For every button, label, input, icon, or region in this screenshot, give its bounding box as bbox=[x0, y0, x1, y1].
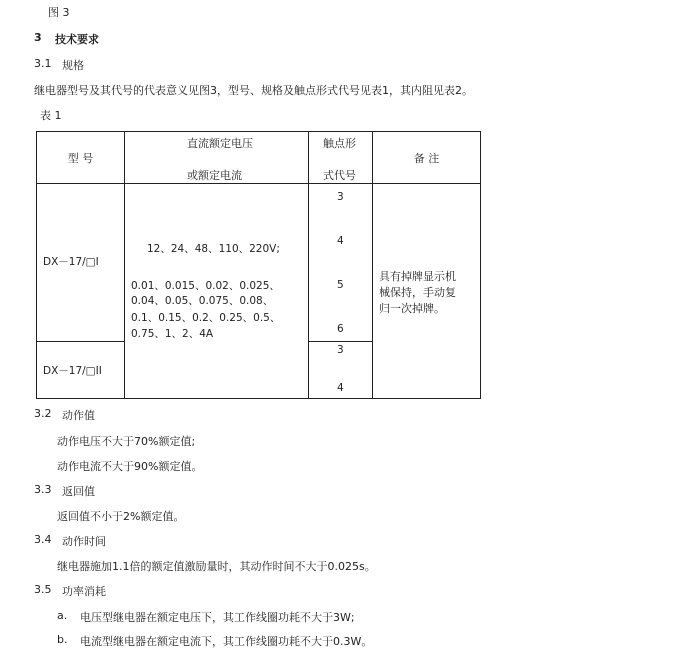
s3-1-text: 继电器型号及其代号的代表意义见图3，型号、规格及触点形式代号见表1，其内阻见表2。 bbox=[34, 84, 473, 97]
header-contact-line1: 触点形 bbox=[323, 137, 356, 150]
table-1-caption: 表 1 bbox=[40, 109, 62, 122]
s3-5-number: 3.5 bbox=[34, 583, 52, 596]
model-1: DX－17/□I bbox=[43, 256, 99, 268]
model-cell-2 bbox=[37, 342, 125, 399]
section-3-title: 技术要求 bbox=[55, 33, 99, 46]
s3-2-line-1: 动作电压不大于70%额定值; bbox=[57, 435, 196, 448]
rating-current-line-3: 0.1、0.15、0.2、0.25、0.5、 bbox=[131, 312, 281, 324]
header-rating bbox=[125, 132, 309, 184]
remark-line-2: 械保持，手动复 bbox=[379, 286, 456, 299]
s3-1-number: 3.1 bbox=[34, 57, 52, 70]
s3-2-title: 动作值 bbox=[62, 409, 95, 422]
s3-3-number: 3.3 bbox=[34, 483, 52, 496]
remark-line-3: 归一次掉牌。 bbox=[379, 302, 445, 315]
header-model: 型 号 bbox=[37, 132, 125, 184]
s3-1-title: 规格 bbox=[62, 59, 84, 72]
rating-current-line-2: 0.04、0.05、0.075、0.08、 bbox=[131, 295, 274, 307]
s3-5-item-b-label: b. bbox=[57, 633, 68, 646]
header-remark: 备 注 bbox=[373, 132, 481, 184]
remark-line-1: 具有掉牌显示机 bbox=[379, 270, 456, 283]
model-cell-1 bbox=[37, 184, 125, 342]
contact-II-1: 3 bbox=[337, 344, 344, 356]
contact-cell-1 bbox=[309, 184, 373, 342]
rating-current-line-4: 0.75、1、2、4A bbox=[131, 328, 214, 340]
rating-voltage: 12、24、48、110、220V; bbox=[147, 243, 280, 255]
contact-I-3: 5 bbox=[337, 279, 344, 291]
s3-2-line-2: 动作电流不大于90%额定值。 bbox=[57, 460, 203, 473]
s3-2-number: 3.2 bbox=[34, 407, 52, 420]
s3-5-item-b-text: 电流型继电器在额定电流下，其工作线圈功耗不大于0.3W。 bbox=[80, 635, 373, 648]
contact-II-2: 4 bbox=[337, 382, 344, 394]
section-3-number: 3 bbox=[34, 31, 42, 44]
contact-I-1: 3 bbox=[337, 191, 344, 203]
header-rating-line1: 直流额定电压 bbox=[187, 137, 253, 150]
contact-I-2: 4 bbox=[337, 235, 344, 247]
s3-5-item-a-label: a. bbox=[57, 609, 68, 622]
s3-4-title: 动作时间 bbox=[62, 535, 106, 548]
header-contact-line2: 式代号 bbox=[323, 169, 356, 182]
header-rating-line2: 或额定电流 bbox=[187, 169, 242, 182]
figure-caption: 图 3 bbox=[48, 6, 70, 19]
contact-I-4: 6 bbox=[337, 323, 344, 335]
contact-cell-2 bbox=[309, 342, 373, 399]
rating-current-line-1: 0.01、0.015、0.02、0.025、 bbox=[131, 280, 280, 292]
s3-3-line-1: 返回值不小于2%额定值。 bbox=[57, 510, 185, 523]
s3-5-title: 功率消耗 bbox=[62, 585, 106, 598]
model-2: DX－17/□II bbox=[43, 365, 102, 377]
rating-cell bbox=[125, 184, 309, 399]
remark-cell bbox=[373, 184, 481, 399]
s3-4-line-1: 继电器施加1.1倍的额定值激励量时，其动作时间不大于0.025s。 bbox=[57, 560, 376, 573]
table-1 bbox=[36, 131, 481, 399]
s3-4-number: 3.4 bbox=[34, 533, 52, 546]
header-contact bbox=[309, 132, 373, 184]
s3-3-title: 返回值 bbox=[62, 485, 95, 498]
s3-5-item-a-text: 电压型继电器在额定电压下，其工作线圈功耗不大于3W; bbox=[80, 611, 355, 624]
